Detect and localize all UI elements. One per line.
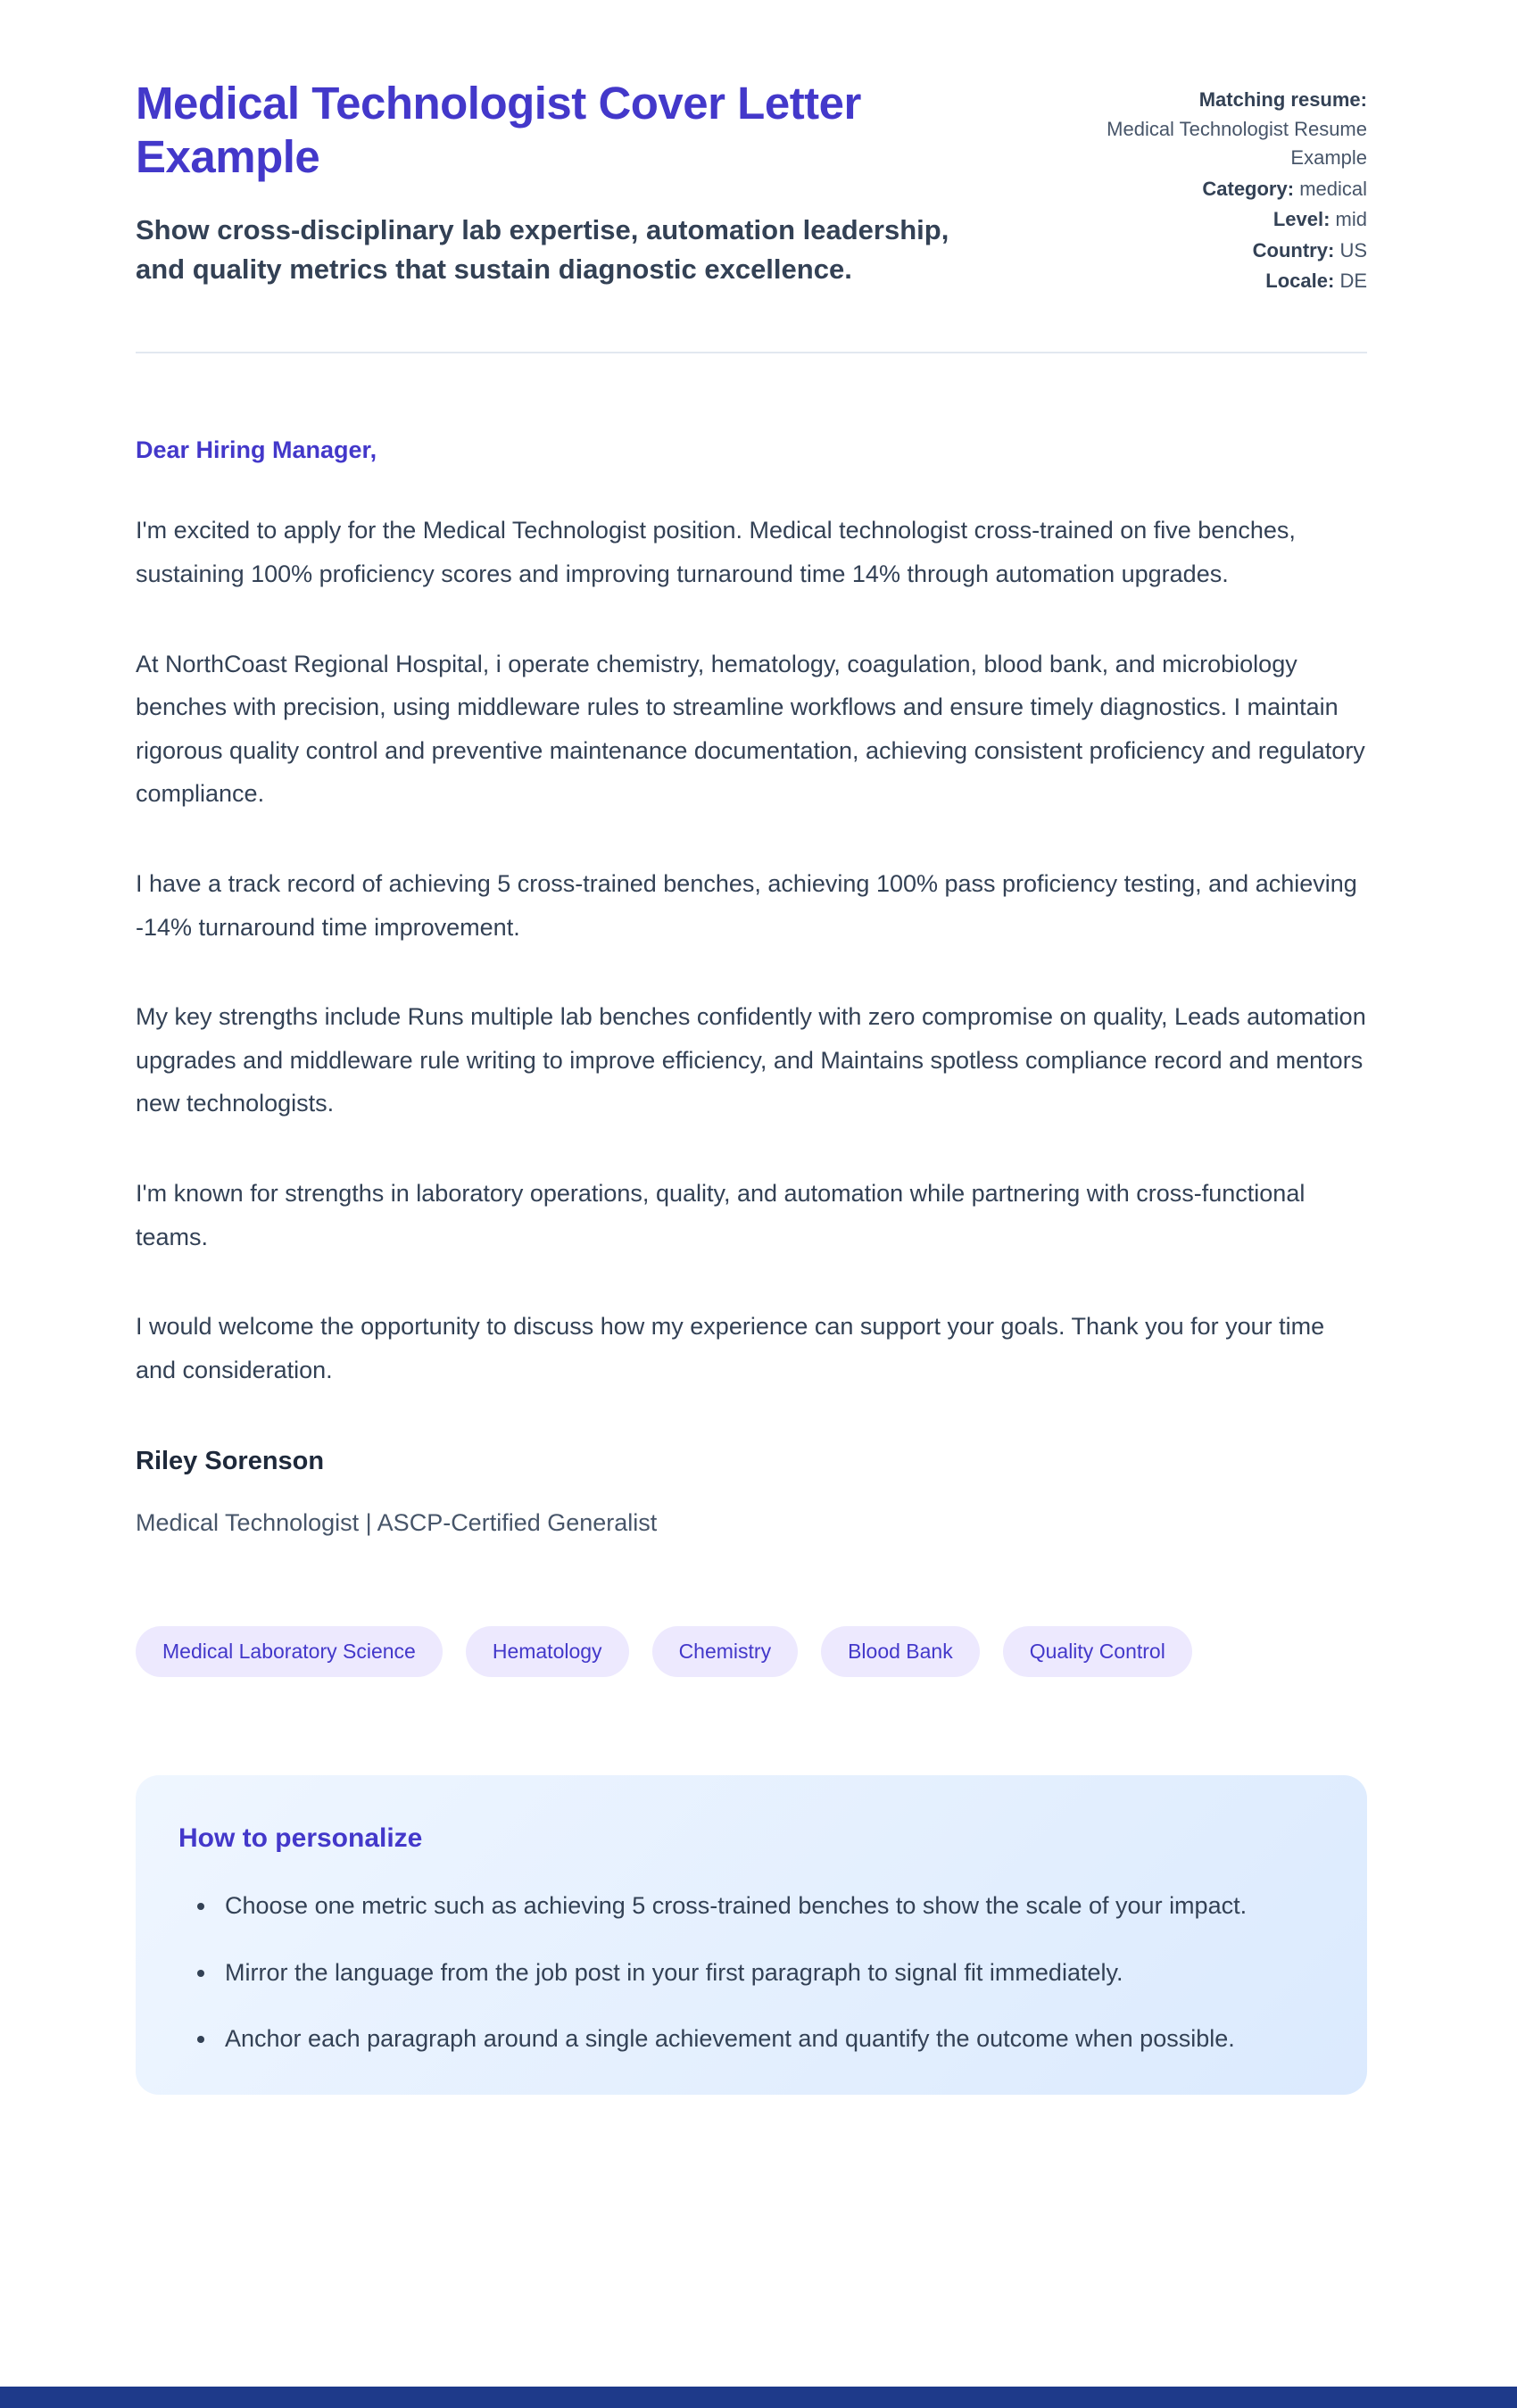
letter-paragraph-3: I have a track record of achieving 5 cross-trained benches, achieving 100% pass proficiency testing, and achieving -14% turnaround time improvement. [136, 869, 1357, 941]
personalize-tips-box [136, 1775, 1367, 2095]
header-title-block [136, 77, 957, 288]
page-header [136, 77, 1367, 296]
letter-greeting: Dear Hiring Manager, [136, 436, 377, 463]
meta-row-level [1064, 205, 1367, 235]
signature-role: Medical Technologist | ASCP-Certified Generalist [136, 1508, 658, 1536]
letter-paragraph-5: I'm known for strengths in laboratory operations, quality, and automation while partnering with cross-functional teams. [136, 1179, 1306, 1250]
personalize-item: • Mirror the language from the job post in your first paragraph to signal fit immediately. [218, 1953, 1324, 1993]
signature-block [136, 1438, 1367, 1544]
meta-locale-label: Locale: [1265, 270, 1335, 293]
skill-tags-row [136, 1626, 1367, 1677]
meta-category-value: medical [1299, 177, 1367, 200]
letter-paragraph-4: My key strengths include Runs multiple lab benches confidently with zero compromise on quality, Leads automation upgrades and middleware rule writing to improve efficiency, and Maintains spotless compliance record and mentors new technologists. [136, 1003, 1366, 1117]
personalize-item: • Choose one metric such as achieving 5 cross-trained benches to show the scale of your impact. [218, 1886, 1324, 1926]
cover-letter-body [136, 428, 1367, 1544]
footer-bar [0, 2387, 1517, 2408]
header-divider [136, 352, 1367, 353]
letter-paragraph-1: I'm excited to apply for the Medical Technologist position. Medical technologist cross-trained on five benches, sustaining 100% proficiency scores and improving turnaround time 14% through automation upgrades. [136, 517, 1296, 588]
meta-row-locale [1064, 267, 1367, 296]
letter-paragraph-2: At NorthCoast Regional Hospital, i operate chemistry, hematology, coagulation, blood bank, and microbiology benches with precision, using middleware rules to streamline workflows and ensure timely diagnostics. I maintain rigorous quality control and preventive maintenance documentation, achieving consistent proficiency and regulatory compliance. [136, 650, 1365, 808]
skill-tag[interactable]: Chemistry [652, 1626, 799, 1677]
skill-tag[interactable]: Hematology [466, 1626, 629, 1677]
page-subtitle: Show cross-disciplinary lab expertise, automation leadership, and quality metrics that sustain diagnostic excellence. [136, 214, 949, 285]
page-title: Medical Technologist Cover Letter Example [136, 78, 861, 183]
meta-row-country [1064, 237, 1367, 266]
matching-resume-link[interactable]: Medical Technologist Resume Example [1107, 117, 1367, 170]
personalize-list [178, 1886, 1324, 2059]
skill-tag[interactable]: Medical Laboratory Science [136, 1626, 443, 1677]
meta-level-label: Level: [1272, 208, 1330, 231]
letter-paragraph-6: I would welcome the opportunity to discuss how my experience can support your goals. Thank you for your time and consideration. [136, 1313, 1325, 1383]
meta-country-value: US [1339, 238, 1367, 262]
meta-country-label: Country: [1252, 238, 1335, 262]
signature-name: Riley Sorenson [136, 1447, 325, 1476]
page-container [136, 0, 1367, 2095]
matching-resume-label: Matching resume: [1198, 88, 1367, 111]
matching-resume-row [1064, 86, 1367, 173]
skill-tag[interactable]: Quality Control [1003, 1626, 1192, 1677]
personalize-item: • Anchor each paragraph around a single achievement and quantify the outcome when possible. [218, 2019, 1324, 2059]
resume-meta-panel [1064, 77, 1367, 296]
meta-locale-value: DE [1339, 270, 1367, 293]
meta-category-label: Category: [1202, 177, 1295, 200]
meta-row-category [1064, 175, 1367, 204]
skill-tag[interactable]: Blood Bank [821, 1626, 980, 1677]
meta-level-value: mid [1335, 208, 1367, 231]
personalize-heading: How to personalize [178, 1823, 423, 1854]
